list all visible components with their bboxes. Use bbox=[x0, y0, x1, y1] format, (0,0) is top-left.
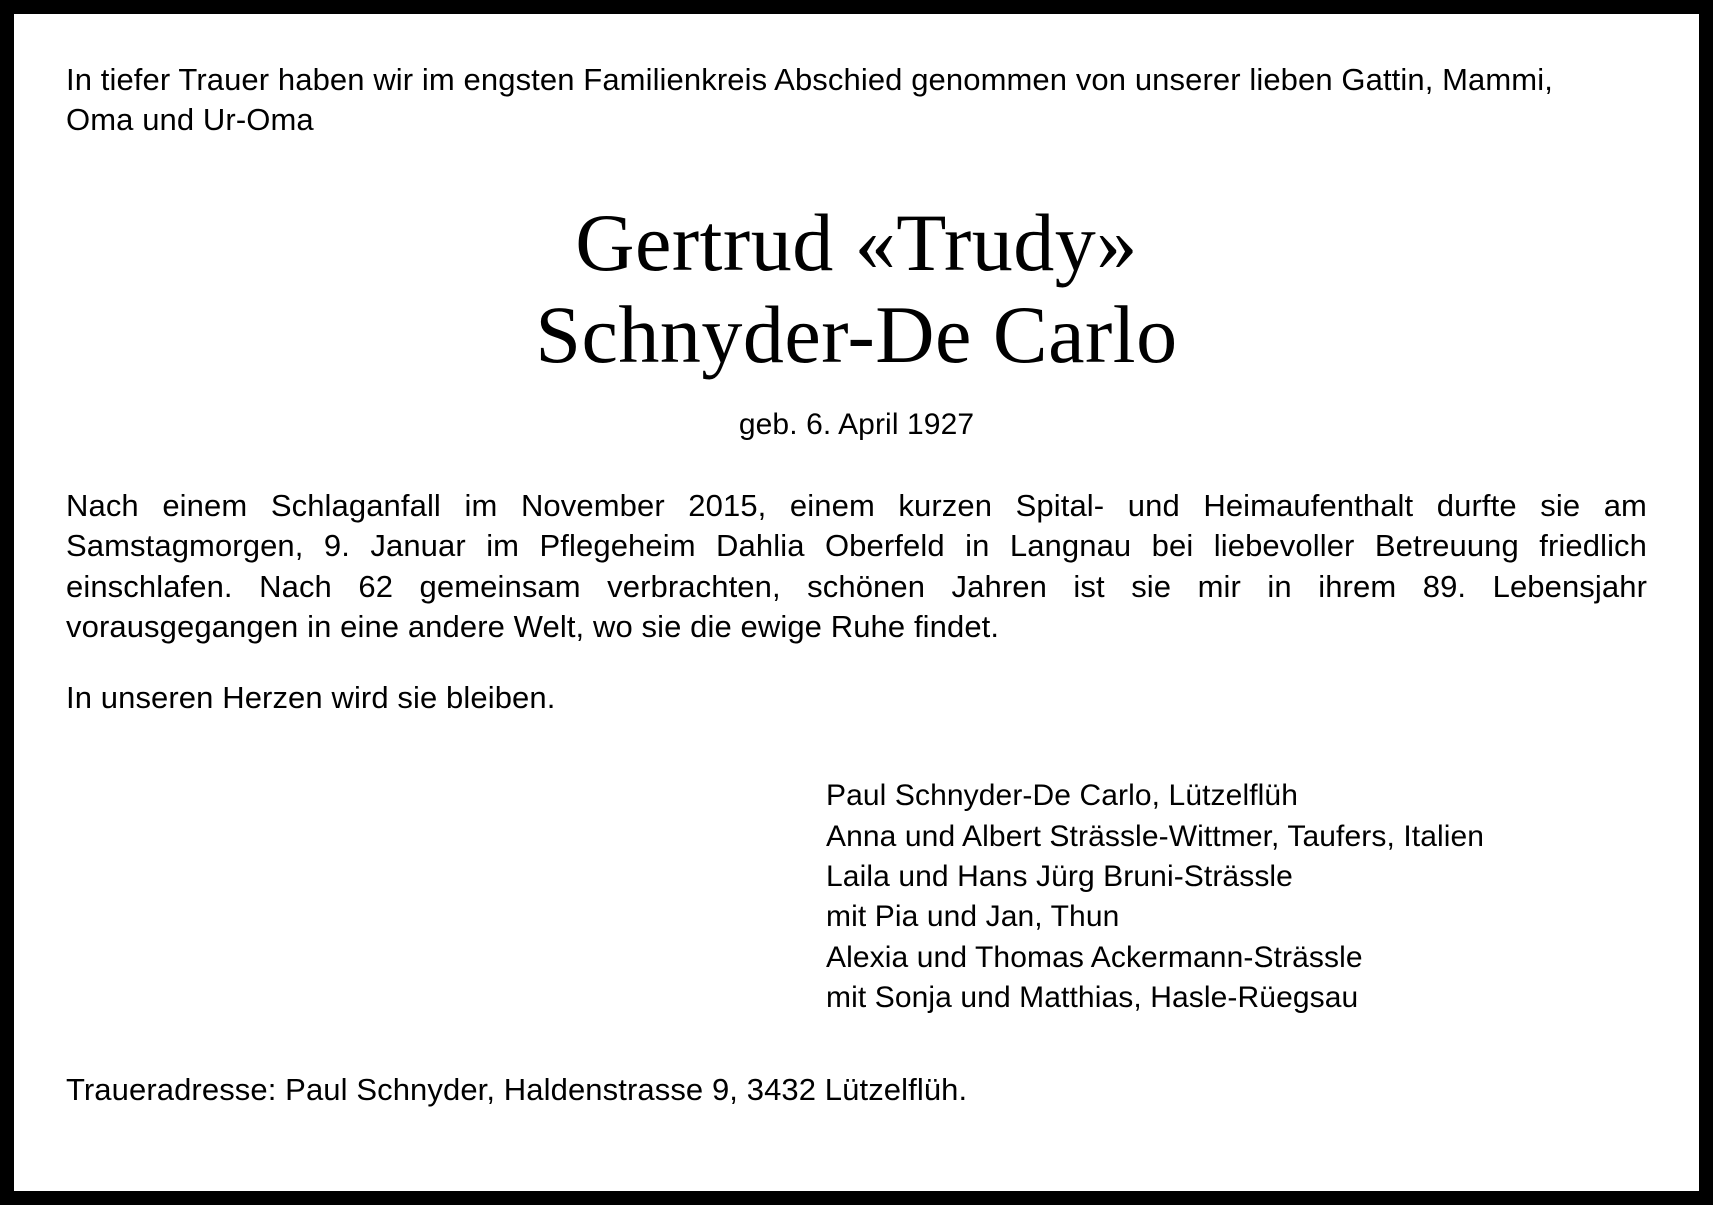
mourning-address: Traueradresse: Paul Schnyder, Haldenstrasse 9, 3432 Lützelflüh. bbox=[66, 1072, 968, 1108]
intro-text: In tiefer Trauer haben wir im engsten Familienkreis Abschied genommen von unserer lieben Gattin, Mammi, Oma und Ur-Oma bbox=[66, 62, 1553, 138]
closing-sentence: In unseren Herzen wird sie bleiben. bbox=[66, 680, 556, 716]
birth-date: geb. 6. April 1927 bbox=[738, 407, 975, 441]
list-item: mit Pia und Jan, Thun bbox=[826, 900, 1120, 934]
list-item: Anna und Albert Strässle-Wittmer, Taufers, Italien bbox=[826, 819, 1485, 853]
list-item: mit Sonja und Matthias, Hasle-Rüegsau bbox=[826, 981, 1359, 1015]
obituary-body-text: Nach einem Schlaganfall im November 2015, einem kurzen Spital- und Heimaufenthalt durfte sie am Samstagmorgen, 9. Januar im Pflegeheim Dahlia Oberfeld in Langnau bei liebevoller Betreuung friedlich einschlafen. Nach 62 gemeinsam verbrachten, schönen Jahren ist sie mir in ihrem 89. Lebensjahr vorausgegangen in eine andere Welt, wo sie die ewige Ruhe findet. bbox=[66, 487, 1647, 644]
deceased-name-line-1: Gertrud «Trudy» bbox=[575, 196, 1138, 288]
survivors-list bbox=[66, 776, 1647, 1018]
deceased-name-line-2: Schnyder-De Carlo bbox=[535, 289, 1178, 381]
deceased-name-block bbox=[66, 197, 1647, 442]
list-item: Laila und Hans Jürg Bruni-Strässle bbox=[826, 860, 1293, 894]
list-item: Alexia und Thomas Ackermann-Strässle bbox=[826, 940, 1363, 974]
list-item: Paul Schnyder-De Carlo, Lützelflüh bbox=[826, 779, 1298, 813]
